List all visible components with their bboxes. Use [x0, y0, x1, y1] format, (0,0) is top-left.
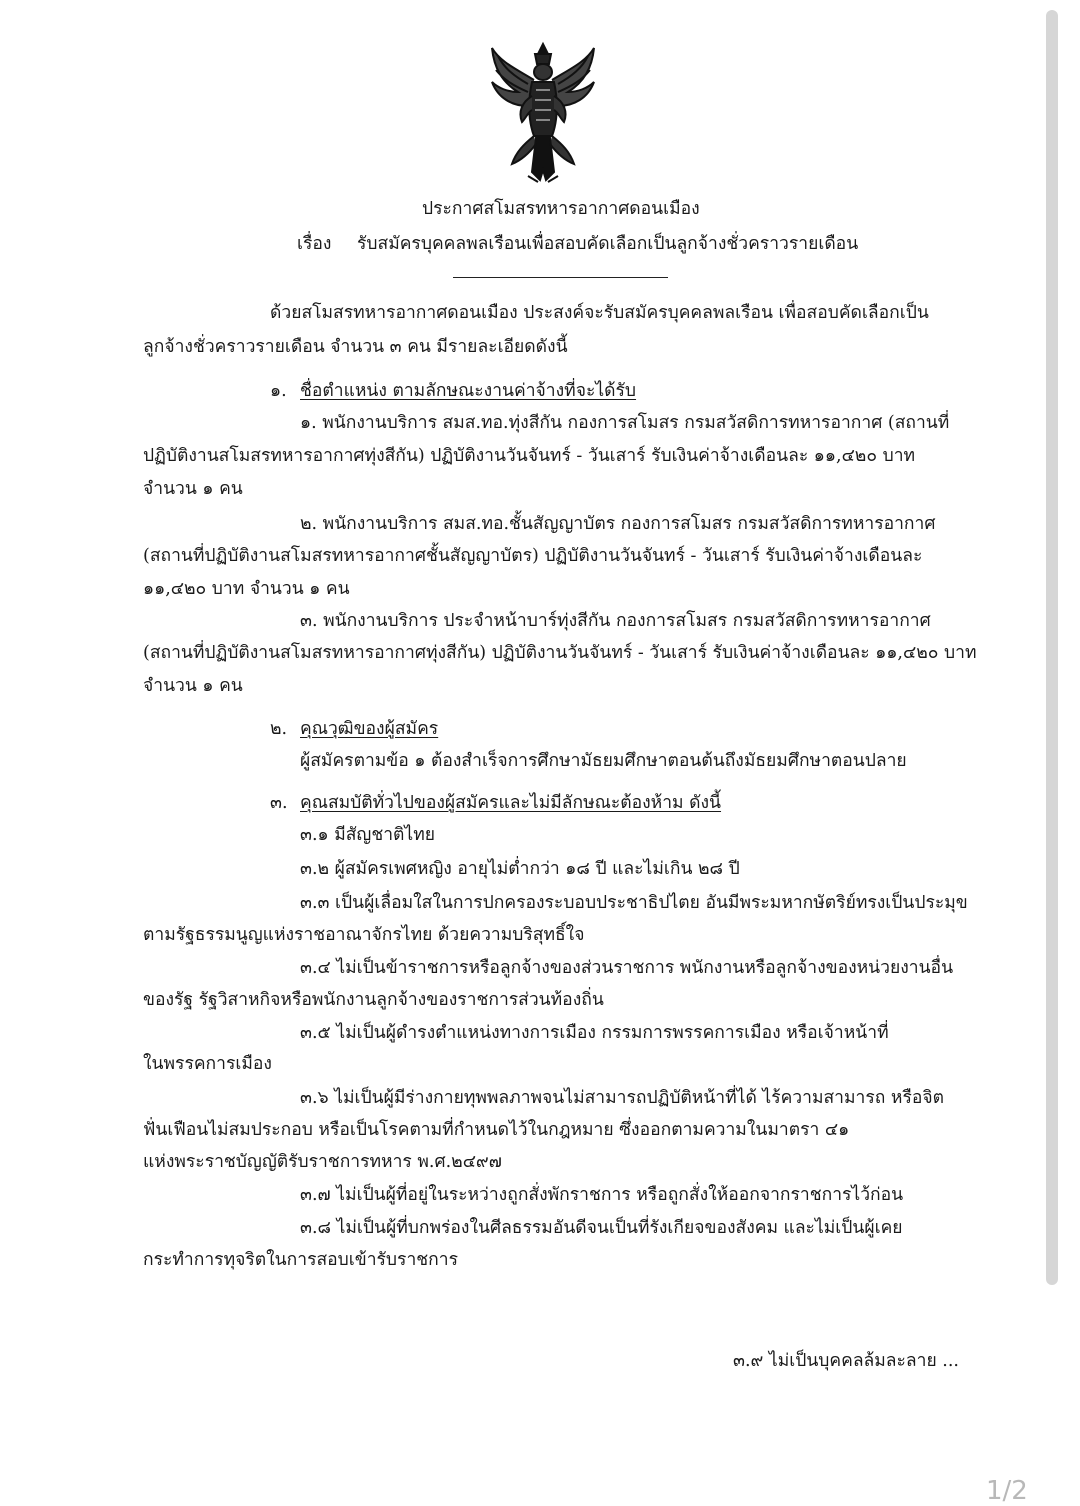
section-line: ในพรรคการเมือง — [143, 1054, 272, 1074]
scrollbar[interactable] — [1046, 10, 1058, 1285]
title-divider — [453, 277, 668, 278]
section-line: จำนวน ๑ คน — [143, 479, 243, 499]
section-number: ๑. — [270, 381, 287, 401]
announcement-title: ประกาศสโมสรทหารอากาศดอนเมือง — [422, 199, 700, 219]
continuation-note: ๓.๙ ไม่เป็นบุคคลล้มละลาย ... — [733, 1351, 959, 1371]
announcement-subject: รับสมัครบุคคลพลเรือนเพื่อสอบคัดเลือกเป็นลูกจ้างชั่วคราวรายเดือน — [357, 234, 859, 254]
section-number: ๒. — [270, 719, 288, 739]
section-line: กระทำการทุจริตในการสอบเข้ารับราชการ — [143, 1250, 458, 1270]
section-line: ผู้สมัครตามข้อ ๑ ต้องสำเร็จการศึกษามัธยมศึกษาตอนต้นถึงมัธยมศึกษาตอนปลาย — [300, 751, 907, 771]
section-line: ๓.๑ มีสัญชาติไทย — [300, 825, 435, 845]
section-line: ๓.๘ ไม่เป็นผู้ที่บกพร่องในศีลธรรมอันดีจนเป็นที่รังเกียจของสังคม และไม่เป็นผู้เคย — [300, 1218, 903, 1238]
section-line: (สถานที่ปฏิบัติงานสโมสรทหารอากาศทุ่งสีกัน) ปฏิบัติงานวันจันทร์ - วันเสาร์ รับเงินค่าจ้างเดือนละ ๑๑,๔๒๐ บาท — [143, 643, 977, 663]
section-line: ของรัฐ รัฐวิสาหกิจหรือพนักงานลูกจ้างของราชการส่วนท้องถิ่น — [143, 990, 604, 1010]
section-line: (สถานที่ปฏิบัติงานสโมสรทหารอากาศชั้นสัญญาบัตร) ปฏิบัติงานวันจันทร์ - วันเสาร์ รับเงินค่าจ้างเดือนละ — [143, 546, 923, 566]
section-number: ๓. — [270, 793, 288, 813]
section-line: ๓. พนักงานบริการ ประจำหน้าบาร์ทุ่งสีกัน กองการสโมสร กรมสวัสดิการทหารอากาศ — [300, 611, 931, 631]
section-line: จำนวน ๑ คน — [143, 676, 243, 696]
section-line: ๓.๓ เป็นผู้เลื่อมใสในการปกครองระบอบประชาธิปไตย อันมีพระมหากษัตริย์ทรงเป็นประมุข — [300, 893, 968, 913]
section-heading: ชื่อตำแหน่ง ตามลักษณะงานค่าจ้างที่จะได้รับ — [300, 381, 637, 401]
section-line: ๓.๗ ไม่เป็นผู้ที่อยู่ในระหว่างถูกสั่งพักราชการ หรือถูกสั่งให้ออกจากราชการไว้ก่อน — [300, 1185, 904, 1205]
section-heading: คุณสมบัติทั่วไปของผู้สมัครและไม่มีลักษณะต้องห้าม ดังนี้ — [300, 793, 722, 813]
page-indicator: 1/2 — [986, 1476, 1028, 1506]
section-line: แห่งพระราชบัญญัติรับราชการทหาร พ.ศ.๒๔๙๗ — [143, 1152, 502, 1172]
section-line: ปฏิบัติงานสโมสรทหารอากาศทุ่งสีกัน) ปฏิบัติงานวันจันทร์ - วันเสาร์ รับเงินค่าจ้างเดือนละ ๑๑,๔๒๐ บาท — [143, 446, 916, 466]
section-line: ๑๑,๔๒๐ บาท จำนวน ๑ คน — [143, 579, 350, 599]
section-line: ๓.๒ ผู้สมัครเพศหญิง อายุไม่ต่ำกว่า ๑๘ ปี และไม่เกิน ๒๘ ปี — [300, 859, 740, 879]
section-heading: คุณวุฒิของผู้สมัคร — [300, 719, 439, 739]
section-line: ๒. พนักงานบริการ สมส.ทอ.ชั้นสัญญาบัตร กองการสโมสร กรมสวัสดิการทหารอากาศ — [300, 514, 936, 534]
intro-line: ด้วยสโมสรทหารอากาศดอนเมือง ประสงค์จะรับสมัครบุคคลพลเรือน เพื่อสอบคัดเลือกเป็น — [270, 303, 929, 323]
intro-line: ลูกจ้างชั่วคราวรายเดือน จำนวน ๓ คน มีรายละเอียดดังนี้ — [143, 337, 568, 357]
section-line: ๓.๔ ไม่เป็นข้าราชการหรือลูกจ้างของส่วนราชการ พนักงานหรือลูกจ้างของหน่วยงานอื่น — [300, 958, 954, 978]
section-line: ๑. พนักงานบริการ สมส.ทอ.ทุ่งสีกัน กองการสโมสร กรมสวัสดิการทหารอากาศ (สถานที่ — [300, 413, 950, 433]
garuda-emblem — [488, 40, 598, 185]
section-line: ฟั่นเฟือนไม่สมประกอบ หรือเป็นโรคตามที่กำหนดไว้ในกฎหมาย ซึ่งออกตามความในมาตรา ๔๑ — [143, 1120, 850, 1140]
section-line: ๓.๕ ไม่เป็นผู้ดำรงตำแหน่งทางการเมือง กรรมการพรรคการเมือง หรือเจ้าหน้าที่ — [300, 1023, 889, 1043]
section-line: ตามรัฐธรรมนูญแห่งราชอาณาจักรไทย ด้วยความบริสุทธิ์ใจ — [143, 925, 585, 945]
section-line: ๓.๖ ไม่เป็นผู้มีร่างกายทุพพลภาพจนไม่สามารถปฏิบัติหน้าที่ได้ ไร้ความสามารถ หรือจิต — [300, 1088, 944, 1108]
announcement-subject-label: เรื่อง — [297, 234, 332, 254]
